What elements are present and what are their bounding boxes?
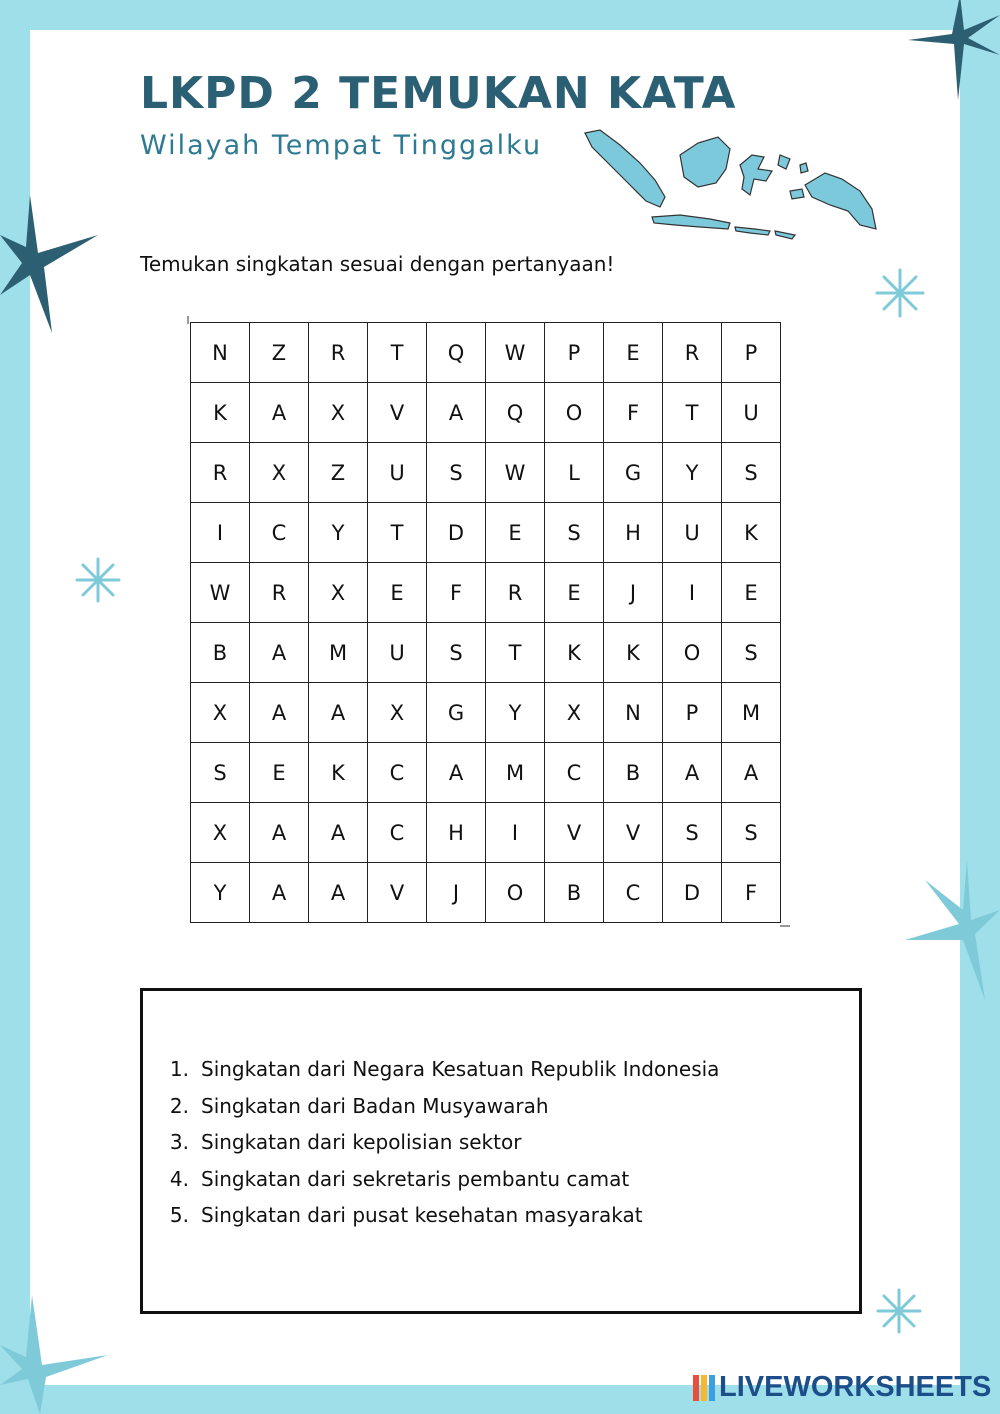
question-item [161,1088,719,1125]
question-list [161,1051,719,1234]
grid-cell[interactable]: E [545,563,604,623]
grid-cell[interactable]: X [309,563,368,623]
grid-cell[interactable]: E [368,563,427,623]
grid-cell[interactable]: X [191,803,250,863]
grid-cell[interactable]: T [486,623,545,683]
grid-cell[interactable]: S [427,623,486,683]
question-text: Singkatan dari Negara Kesatuan Republik Indonesia [201,1057,720,1081]
page-title: LKPD 2 TEMUKAN KATA [140,68,737,119]
question-text: Singkatan dari Badan Musyawarah [201,1093,549,1118]
star-bottom-left-icon [0,1295,110,1414]
grid-corner-mark [187,316,189,324]
grid-cell[interactable]: D [663,863,722,923]
question-item [161,1161,719,1198]
grid-cell[interactable]: K [309,743,368,803]
grid-cell[interactable]: T [368,323,427,383]
grid-cell[interactable]: R [309,323,368,383]
grid-cell[interactable]: K [604,623,663,683]
grid-cell[interactable]: X [250,443,309,503]
grid-cell[interactable]: U [368,623,427,683]
grid-cell[interactable]: A [250,683,309,743]
grid-cell[interactable]: I [663,563,722,623]
grid-cell[interactable]: U [663,503,722,563]
grid-corner-mark [780,925,790,927]
grid-cell[interactable]: B [545,863,604,923]
grid-cell[interactable]: C [250,503,309,563]
star-left-dark-icon [0,195,100,335]
grid-cell[interactable]: V [368,383,427,443]
grid-cell[interactable]: A [309,863,368,923]
grid-cell[interactable]: Q [486,383,545,443]
grid-cell[interactable]: K [191,383,250,443]
star-top-right-icon [900,0,1000,100]
indonesia-map-icon [580,125,880,250]
grid-cell[interactable]: F [722,863,781,923]
grid-cell[interactable]: A [250,383,309,443]
grid-cell[interactable]: V [545,803,604,863]
grid-cell[interactable]: C [368,743,427,803]
grid-cell[interactable]: N [191,323,250,383]
grid-cell[interactable]: I [191,503,250,563]
brand-name: LIVEWORKSHEETS [719,1371,992,1403]
grid-cell[interactable]: G [604,443,663,503]
grid-cell[interactable]: I [486,803,545,863]
grid-cell[interactable]: N [604,683,663,743]
grid-cell[interactable]: U [368,443,427,503]
grid-cell[interactable]: Y [191,863,250,923]
grid-cell[interactable]: T [368,503,427,563]
grid-cell[interactable]: W [486,443,545,503]
grid-cell[interactable]: C [368,803,427,863]
liveworksheets-logo-icon [692,1373,716,1403]
grid-cell[interactable]: B [191,623,250,683]
question-text: Singkatan dari kepolisian sektor [201,1130,522,1154]
grid-cell[interactable]: S [191,743,250,803]
grid-cell[interactable]: O [486,863,545,923]
question-box [140,988,862,1314]
star-large-right-icon [905,860,1000,1000]
grid-cell[interactable]: X [545,683,604,743]
grid-cell[interactable]: J [427,863,486,923]
grid-cell[interactable]: A [722,743,781,803]
grid-cell[interactable]: A [309,803,368,863]
grid-cell[interactable]: C [545,743,604,803]
grid-cell[interactable]: A [250,803,309,863]
question-number: 3. [169,1130,189,1154]
grid-cell[interactable]: F [604,383,663,443]
question-number: 4. [169,1166,189,1191]
star-small-bottom-right-icon [876,1288,922,1334]
grid-cell[interactable]: V [604,803,663,863]
grid-cell[interactable]: P [722,323,781,383]
grid-cell[interactable]: S [427,443,486,503]
grid-cell[interactable]: S [545,503,604,563]
grid-cell[interactable]: J [604,563,663,623]
instruction-text: Temukan singkatan sesuai dengan pertanyaan! [140,252,615,276]
page-subtitle: Wilayah Tempat Tinggalku [140,130,543,161]
grid-cell[interactable]: O [663,623,722,683]
grid-cell[interactable]: R [663,323,722,383]
grid-cell[interactable]: F [427,563,486,623]
question-text: Singkatan dari sekretaris pembantu camat [201,1166,630,1191]
grid-cell[interactable]: Z [250,323,309,383]
grid-cell[interactable]: E [250,743,309,803]
grid-cell[interactable]: W [191,563,250,623]
question-number: 1. [169,1057,189,1081]
grid-cell[interactable]: K [722,503,781,563]
grid-cell[interactable]: W [486,323,545,383]
grid-cell[interactable]: D [427,503,486,563]
grid-cell[interactable]: R [486,563,545,623]
star-small-right-icon [875,268,925,318]
grid-cell[interactable]: A [427,743,486,803]
grid-cell[interactable]: A [663,743,722,803]
grid-cell[interactable]: Y [309,503,368,563]
grid-cell[interactable]: A [427,383,486,443]
grid-cell[interactable]: H [604,503,663,563]
grid-cell[interactable]: C [604,863,663,923]
grid-cell[interactable]: X [191,683,250,743]
grid-cell[interactable]: T [663,383,722,443]
grid-cell[interactable]: Q [427,323,486,383]
grid-cell[interactable]: S [722,623,781,683]
brand [692,1371,991,1404]
grid-cell[interactable]: P [545,323,604,383]
grid-cell[interactable]: M [722,683,781,743]
grid-cell[interactable]: O [545,383,604,443]
question-text: Singkatan dari pusat kesehatan masyarakat [201,1203,643,1227]
question-item [161,1051,719,1088]
star-small-left-icon [75,557,121,603]
word-search-grid [190,322,781,923]
grid-cell[interactable]: Y [663,443,722,503]
grid-cell[interactable]: X [368,683,427,743]
question-item [161,1124,719,1161]
grid-cell[interactable]: M [309,623,368,683]
grid-cell[interactable]: G [427,683,486,743]
grid-cell[interactable]: R [250,563,309,623]
question-item [161,1197,719,1234]
grid-cell[interactable]: S [722,443,781,503]
grid-cell[interactable]: E [486,503,545,563]
grid-cell[interactable]: S [722,803,781,863]
grid-cell[interactable]: E [722,563,781,623]
grid-cell[interactable]: R [191,443,250,503]
grid-cell[interactable]: U [722,383,781,443]
grid-cell[interactable]: A [250,623,309,683]
grid-cell[interactable]: L [545,443,604,503]
grid-cell[interactable]: M [486,743,545,803]
grid-cell[interactable]: H [427,803,486,863]
grid-cell[interactable]: B [604,743,663,803]
grid-cell[interactable]: E [604,323,663,383]
grid-cell[interactable]: V [368,863,427,923]
grid-cell[interactable]: K [545,623,604,683]
grid-cell[interactable]: A [250,863,309,923]
grid-cell[interactable]: X [309,383,368,443]
grid-cell[interactable]: S [663,803,722,863]
grid-cell[interactable]: Y [486,683,545,743]
grid-cell[interactable]: P [663,683,722,743]
grid-cell[interactable]: A [309,683,368,743]
question-number: 2. [169,1093,189,1118]
grid-cell[interactable]: Z [309,443,368,503]
question-number: 5. [169,1203,189,1227]
